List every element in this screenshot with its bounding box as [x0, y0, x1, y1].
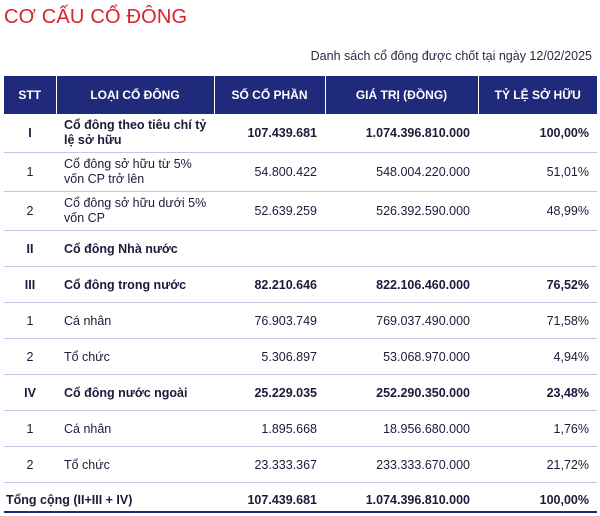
row-pct	[478, 231, 597, 267]
row-stt: 2	[4, 447, 56, 483]
row-pct: 48,99%	[478, 192, 597, 231]
table-row	[4, 192, 597, 231]
row-name: Cá nhân	[56, 303, 214, 339]
table-bottom-rule	[4, 511, 597, 513]
row-value: 769.037.490.000	[325, 303, 478, 339]
row-pct: 76,52%	[478, 267, 597, 303]
row-stt: 2	[4, 339, 56, 375]
header-ownership-ratio: TỶ LỆ SỞ HỮU	[478, 76, 597, 114]
table-header-row	[4, 76, 597, 114]
row-stt: 1	[4, 153, 56, 192]
row-pct: 4,94%	[478, 339, 597, 375]
row-name: Cổ đông trong nước	[56, 267, 214, 303]
row-pct: 21,72%	[478, 447, 597, 483]
row-shares: 52.639.259	[214, 192, 325, 231]
row-shares: 107.439.681	[214, 114, 325, 153]
table-row	[4, 231, 597, 267]
row-shares	[214, 231, 325, 267]
row-shares: 76.903.749	[214, 303, 325, 339]
total-value: 1.074.396.810.000	[325, 483, 478, 516]
row-shares: 54.800.422	[214, 153, 325, 192]
row-value: 18.956.680.000	[325, 411, 478, 447]
row-value: 233.333.670.000	[325, 447, 478, 483]
row-pct: 23,48%	[478, 375, 597, 411]
table-row	[4, 114, 597, 153]
row-value	[325, 231, 478, 267]
row-value: 548.004.220.000	[325, 153, 478, 192]
row-name: Cổ đông nước ngoài	[56, 375, 214, 411]
record-date-note: Danh sách cổ đông được chốt tại ngày 12/02/2025	[311, 49, 592, 63]
total-pct: 100,00%	[478, 483, 597, 516]
row-value: 1.074.396.810.000	[325, 114, 478, 153]
page-title: CƠ CẤU CỔ ĐÔNG	[4, 6, 187, 29]
shareholder-structure-table	[4, 76, 597, 516]
row-shares: 82.210.646	[214, 267, 325, 303]
table-row	[4, 303, 597, 339]
row-stt: 2	[4, 192, 56, 231]
header-shares: SỐ CỔ PHẦN	[214, 76, 325, 114]
row-pct: 71,58%	[478, 303, 597, 339]
table-row	[4, 411, 597, 447]
total-shares: 107.439.681	[214, 483, 325, 516]
table-row	[4, 267, 597, 303]
row-value: 526.392.590.000	[325, 192, 478, 231]
row-stt: IV	[4, 375, 56, 411]
row-pct: 100,00%	[478, 114, 597, 153]
header-value: GIÁ TRỊ (ĐỒNG)	[325, 76, 478, 114]
header-shareholder-type: LOẠI CỔ ĐÔNG	[56, 76, 214, 114]
row-stt: 1	[4, 411, 56, 447]
table-row	[4, 375, 597, 411]
row-shares: 25.229.035	[214, 375, 325, 411]
header-stt: STT	[4, 76, 56, 114]
table-row	[4, 447, 597, 483]
row-value: 53.068.970.000	[325, 339, 478, 375]
row-stt: III	[4, 267, 56, 303]
row-value: 252.290.350.000	[325, 375, 478, 411]
table-row	[4, 153, 597, 192]
row-stt: 1	[4, 303, 56, 339]
table-row	[4, 339, 597, 375]
row-name: Cổ đông sở hữu dưới 5% vốn CP	[56, 192, 214, 231]
row-name: Cổ đông theo tiêu chí tỷ lệ sở hữu	[56, 114, 214, 153]
row-pct: 1,76%	[478, 411, 597, 447]
row-stt: I	[4, 114, 56, 153]
row-name: Cổ đông sở hữu từ 5% vốn CP trở lên	[56, 153, 214, 192]
row-name: Cá nhân	[56, 411, 214, 447]
row-pct: 51,01%	[478, 153, 597, 192]
row-shares: 1.895.668	[214, 411, 325, 447]
row-value: 822.106.460.000	[325, 267, 478, 303]
row-name: Tổ chức	[56, 339, 214, 375]
total-label: Tổng cộng (II+III + IV)	[4, 483, 214, 516]
row-shares: 23.333.367	[214, 447, 325, 483]
row-stt: II	[4, 231, 56, 267]
row-shares: 5.306.897	[214, 339, 325, 375]
row-name: Cổ đông Nhà nước	[56, 231, 214, 267]
row-name: Tổ chức	[56, 447, 214, 483]
